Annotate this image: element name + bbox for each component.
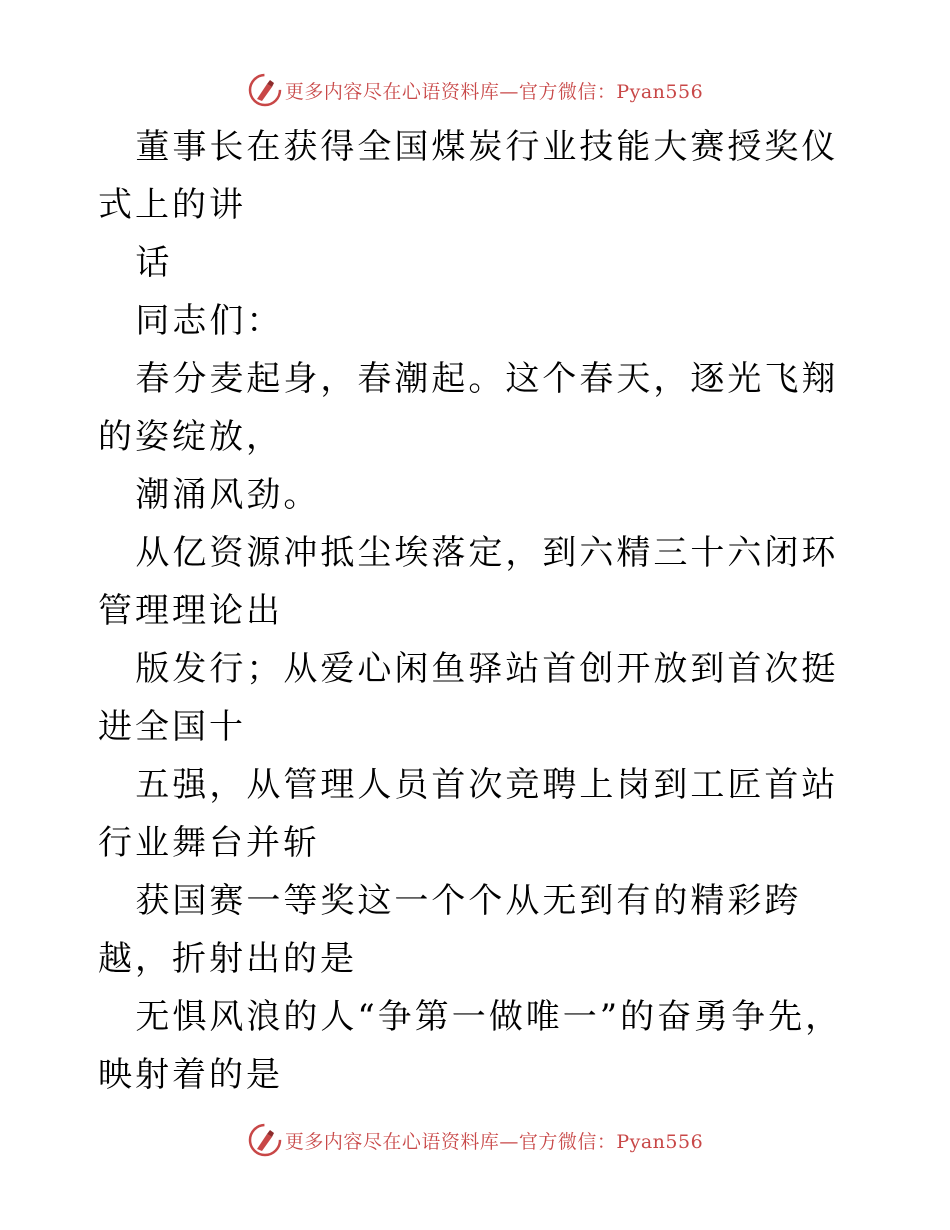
pen-circle-logo-icon bbox=[247, 1122, 283, 1158]
watermark-text: 更多内容尽在心语资料库—官方微信：Pyan556 bbox=[284, 80, 704, 103]
paragraph: 获国赛一等奖这一个个从无到有的精彩跨越，折射出的是 bbox=[98, 881, 802, 979]
paragraph: 潮涌风劲。 bbox=[135, 475, 321, 515]
watermark-text: 更多内容尽在心语资料库—官方微信：Pyan556 bbox=[284, 1130, 704, 1153]
paragraph: 春分麦起身，春潮起。这个春天，逐光飞翔的姿绽放， bbox=[98, 359, 839, 457]
paragraph: 五强，从管理人员首次竞聘上岗到工匠首站行业舞台并斩 bbox=[98, 765, 839, 863]
paragraph: 董事长在获得全国煤炭行业技能大赛授奖仪式上的讲 bbox=[98, 127, 839, 225]
paragraph: 话 bbox=[135, 243, 173, 283]
paragraph: 同志们： bbox=[135, 301, 284, 341]
header-watermark-banner bbox=[0, 70, 950, 110]
paragraph: 版发行；从爱心闲鱼驿站首创开放到首次挺进全国十 bbox=[98, 649, 839, 747]
pen-circle-logo-icon bbox=[247, 72, 283, 108]
paragraph: 从亿资源冲抵尘埃落定，到六精三十六闭环管理理论出 bbox=[98, 533, 839, 631]
footer-watermark-banner bbox=[0, 1120, 950, 1160]
document-body bbox=[98, 118, 858, 1104]
paragraph: 无惧风浪的人“争第一做唯一”的奋勇争先，映射着的是 bbox=[98, 997, 843, 1095]
